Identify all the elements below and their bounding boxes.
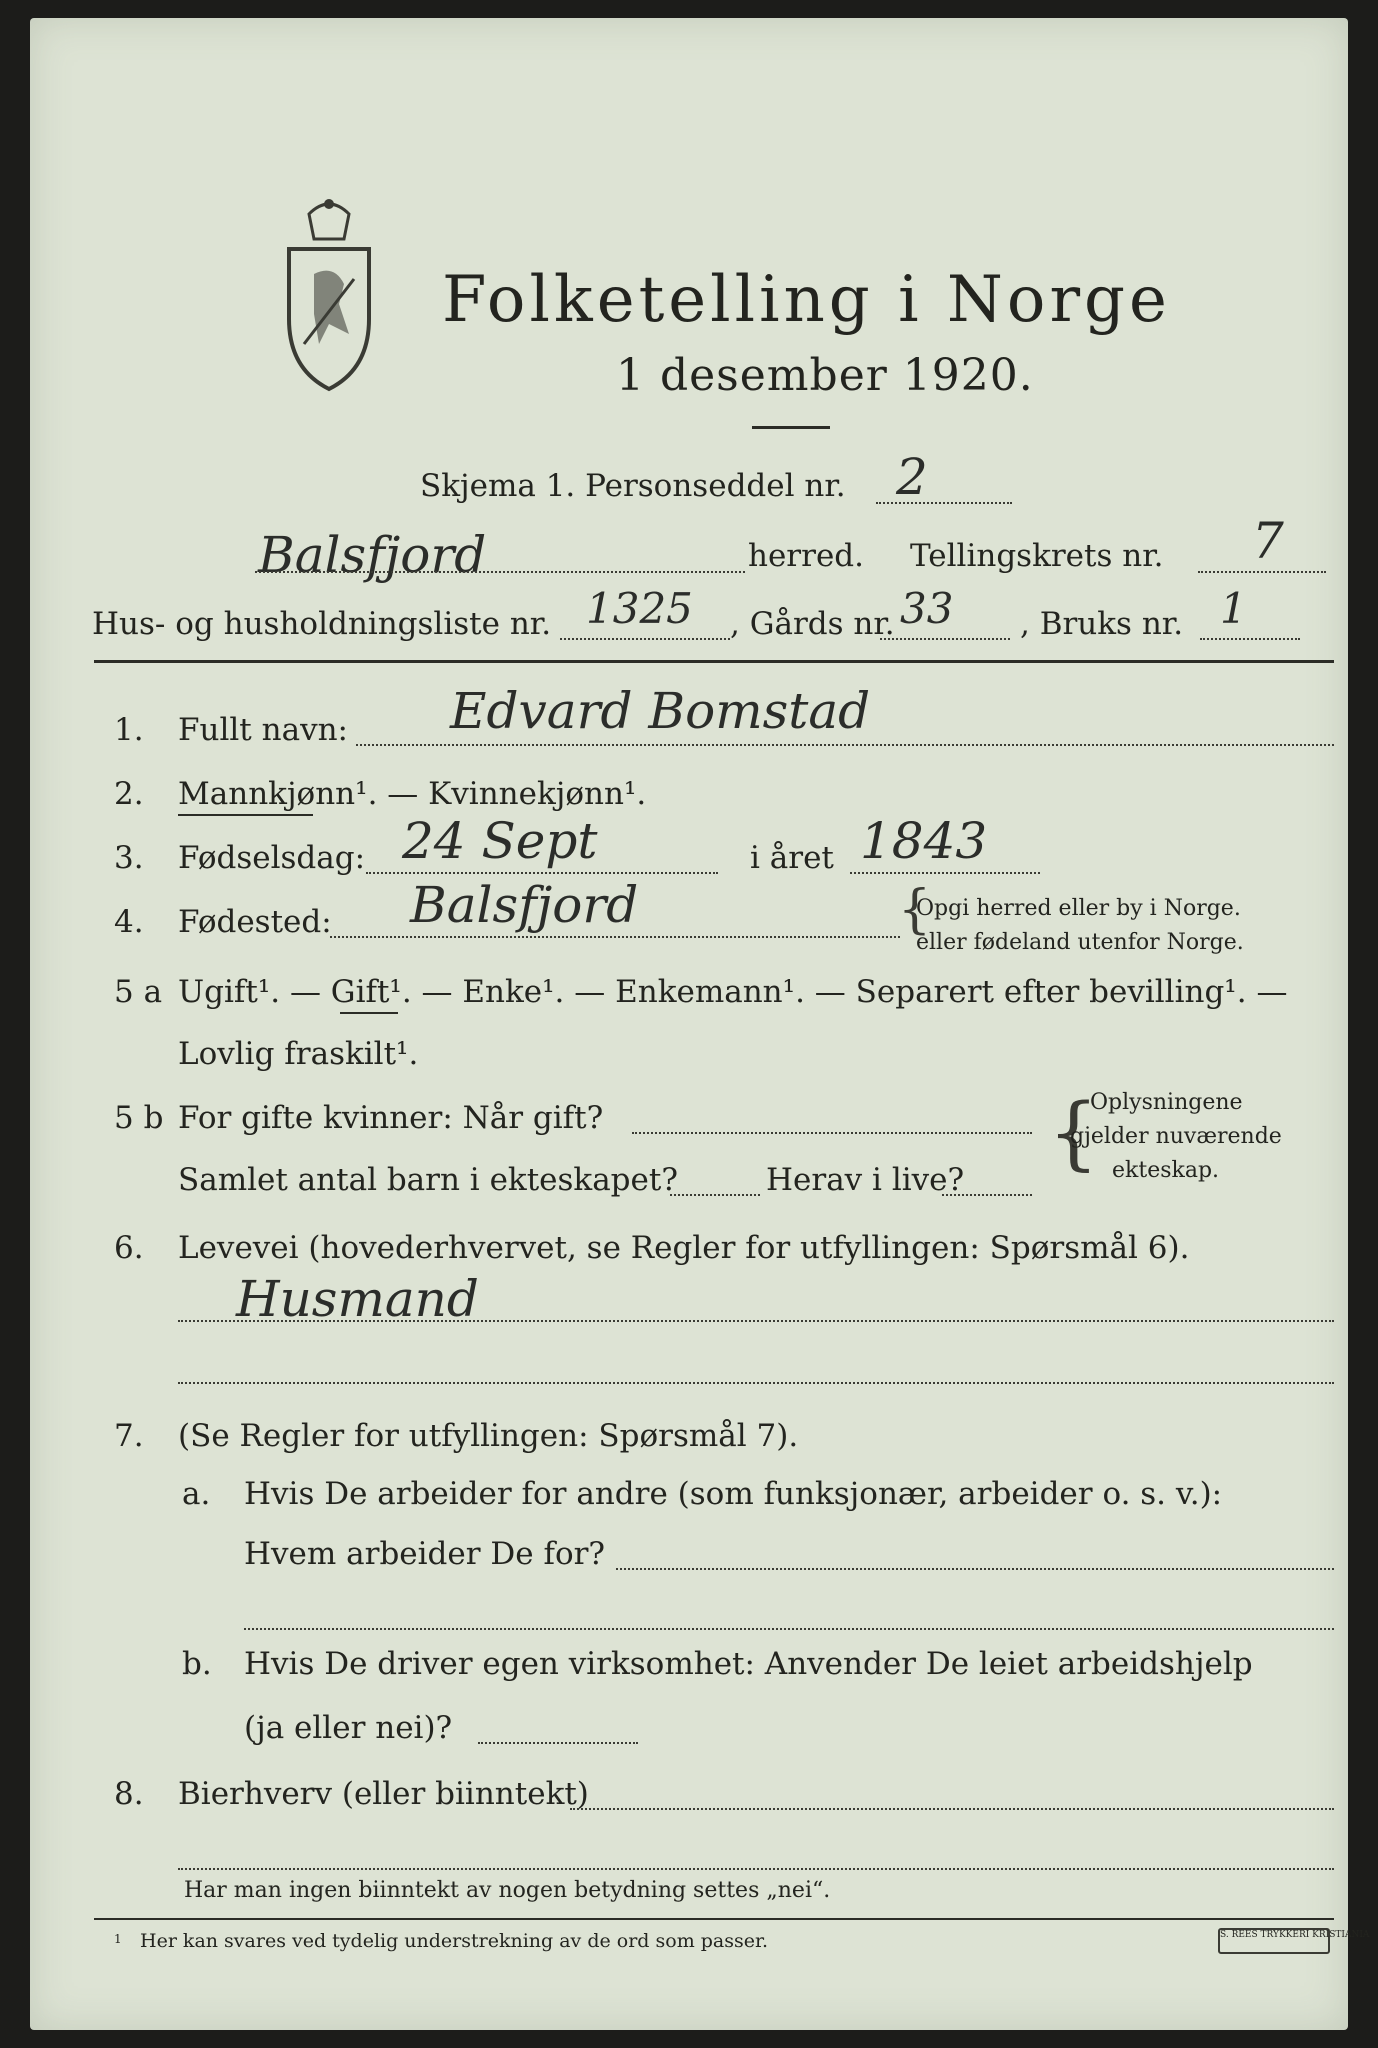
gards-label: , Gårds nr. [730, 606, 895, 642]
tellingskrets-value: 7 [1252, 512, 1284, 570]
q4-label: Fødested: [178, 904, 332, 940]
q7b-line-2: (ja eller nei)? [244, 1710, 453, 1746]
q5b-note-1: Oplysningene [1090, 1090, 1243, 1115]
dotted-line [366, 872, 718, 874]
q2-number: 2. [114, 776, 144, 812]
q6-number: 6. [114, 1230, 144, 1266]
printer-stamp: S. REES TRYKKERI KRISTIANIA [1218, 1928, 1330, 1954]
census-date: 1 desember 1920. [616, 350, 1034, 401]
dotted-line [560, 638, 730, 640]
dotted-line [178, 1320, 1334, 1322]
q5b-note-2: gjelder nuværende [1070, 1124, 1282, 1149]
herred-label: herred. [748, 538, 864, 574]
q5a-line-2: Lovlig fraskilt¹. [178, 1036, 419, 1072]
q8-label: Bierhverv (eller biinntekt) [178, 1776, 589, 1812]
herred-value: Balsfjord [258, 526, 487, 584]
q5a-line-1: Ugift¹. — Gift¹. — Enke¹. — Enkemann¹. — Separert efter bevilling¹. — [178, 974, 1288, 1010]
q7a-line-2: Hvem arbeider De for? [244, 1536, 606, 1572]
q7a-letter: a. [182, 1476, 211, 1512]
q7-label: (Se Regler for utfyllingen: Spørsmål 7). [178, 1418, 799, 1454]
dotted-line [330, 936, 900, 938]
dotted-line [1198, 571, 1326, 573]
dotted-line [670, 1194, 760, 1196]
schema-label: Skjema 1. Personseddel nr. [420, 468, 846, 504]
dotted-line [478, 1742, 638, 1744]
household-list-label: Hus- og husholdningsliste nr. [92, 606, 552, 642]
q8-number: 8. [114, 1776, 144, 1812]
footnote-number: 1 [114, 1932, 122, 1946]
year-label: i året [750, 840, 834, 876]
form-title: Folketelling i Norge [442, 263, 1171, 337]
dotted-line [570, 1808, 1334, 1810]
q5b-alive-label: Herav i live? [766, 1162, 965, 1198]
q4-number: 4. [114, 904, 144, 940]
q5b-children-label: Samlet antal barn i ekteskapet? [178, 1162, 678, 1198]
birth-year-value: 1843 [860, 812, 988, 870]
tellingskrets-label: Tellingskrets nr. [910, 538, 1164, 574]
bruks-label: , Bruks nr. [1020, 606, 1184, 642]
underline-mark [178, 814, 313, 816]
personseddel-number: 2 [896, 448, 928, 506]
q7-number: 7. [114, 1418, 144, 1454]
brace: { [1048, 1086, 1099, 1179]
coat-of-arms-icon [274, 194, 384, 394]
q3-number: 3. [114, 840, 144, 876]
divider [752, 426, 830, 429]
household-list-value: 1325 [586, 584, 693, 633]
dotted-line [178, 1868, 1334, 1870]
q5a-number: 5 a [114, 974, 163, 1010]
birthplace-value: Balsfjord [410, 876, 639, 934]
income-note: Har man ingen biinntekt av nogen betydning settes „nei“. [184, 1878, 831, 1903]
dotted-line [356, 744, 1334, 746]
bruks-value: 1 [1220, 584, 1247, 633]
q5b-number: 5 b [114, 1100, 164, 1136]
occupation-value: Husmand [236, 1270, 479, 1328]
q4-note-2: eller fødeland utenfor Norge. [916, 930, 1244, 955]
q3-label: Fødselsdag: [178, 840, 366, 876]
footer-rule [94, 1918, 1334, 1920]
dotted-line [244, 1628, 1334, 1630]
q7a-line-1: Hvis De arbeider for andre (som funksjonær, arbeider o. s. v.): [244, 1476, 1223, 1512]
q1-number: 1. [114, 712, 144, 748]
dotted-line [942, 1194, 1032, 1196]
birthday-value: 24 Sept [402, 812, 598, 870]
gards-value: 33 [900, 584, 954, 633]
underline-mark [340, 1012, 398, 1014]
q4-note-1: Opgi herred eller by i Norge. [916, 896, 1241, 921]
census-form [30, 18, 1370, 2030]
full-name-value: Edvard Bomstad [450, 682, 871, 740]
footnote-text: Her kan svares ved tydelig understrekning av de ord som passer. [140, 1930, 769, 1952]
q7b-letter: b. [182, 1646, 212, 1682]
dotted-line [880, 638, 1010, 640]
dotted-line [1200, 638, 1300, 640]
q6-label: Levevei (hovederhvervet, se Regler for utfyllingen: Spørsmål 6). [178, 1230, 1190, 1266]
q2-label: Mannkjønn¹. — Kvinnekjønn¹. [178, 776, 647, 812]
q7b-line-1: Hvis De driver egen virksomhet: Anvender De leiet arbeidshjelp [244, 1646, 1253, 1682]
dotted-line [850, 872, 1040, 874]
dotted-line [255, 571, 745, 573]
q1-label: Fullt navn: [178, 712, 348, 748]
dotted-line [616, 1568, 1334, 1570]
dotted-line [178, 1382, 1334, 1384]
brace: { [898, 880, 932, 940]
dotted-line [632, 1132, 1032, 1134]
q5b-line-1: For gifte kvinner: Når gift? [178, 1100, 604, 1136]
q5b-note-3: ekteskap. [1112, 1158, 1220, 1183]
header-rule [94, 660, 1334, 663]
